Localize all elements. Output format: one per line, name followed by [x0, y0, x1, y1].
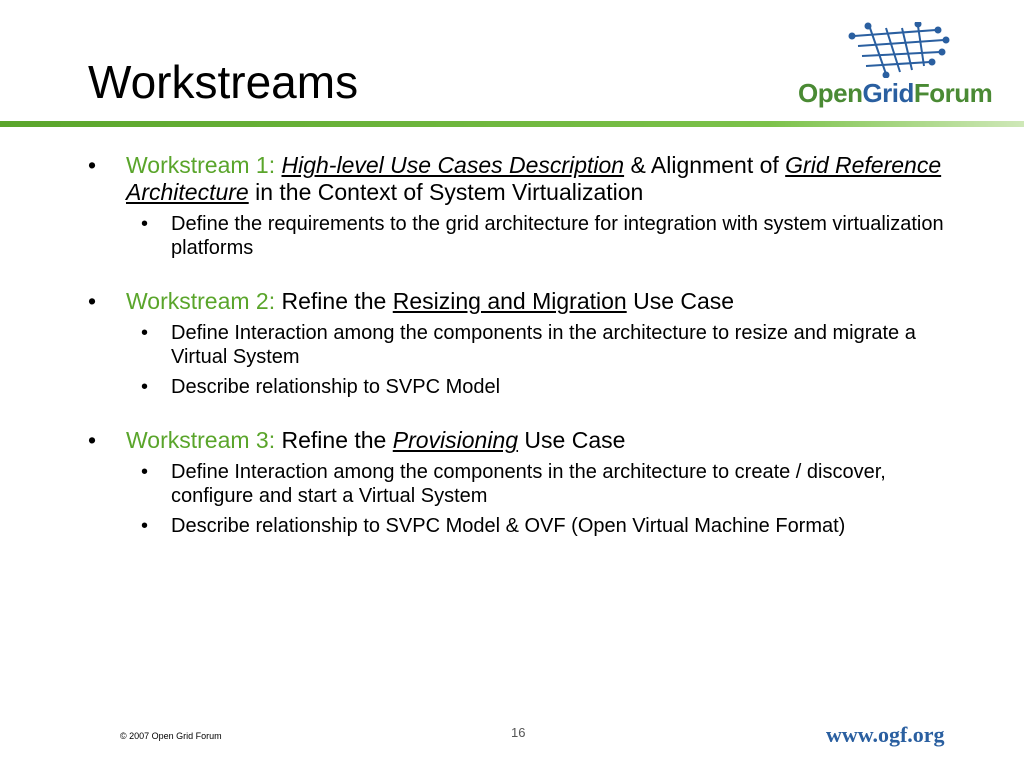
high-level-use-cases-link[interactable]: High-level Use Cases Description	[281, 152, 625, 178]
header-rule	[0, 121, 1024, 127]
grid-network-icon	[840, 22, 960, 78]
sub-bullet: • Define Interaction among the components in the architecture to resize and migrate a Virtual System	[141, 322, 916, 368]
sub-bullet: • Define the requirements to the grid architecture for integration with system virtualization platforms	[141, 213, 944, 259]
workstream-label: Workstream 3:	[126, 427, 276, 453]
bullet-glyph: •	[88, 427, 97, 453]
sub-bullet: • Define Interaction among the components in the architecture to create / discover, configure and start a Virtual System	[141, 461, 886, 507]
sub-bullet: • Describe relationship to SVPC Model	[141, 376, 501, 398]
footer-url: www.ogf.org	[826, 722, 945, 747]
workstream-1-bullet: • Workstream 1: High-level Use Cases Description & Alignment of Grid Reference Architecture in the Context of System Virtualization	[88, 152, 942, 205]
provisioning-link[interactable]: Provisioning	[392, 427, 519, 453]
bullet-glyph: •	[141, 515, 149, 537]
slide-body	[88, 152, 968, 538]
grid-reference-architecture-link[interactable]: Grid Reference Architecture	[126, 152, 942, 205]
logo-wordmark: OpenGridForum	[798, 78, 993, 108]
workstream-2-bullet: • Workstream 2: Refine the Resizing and Migration Use Case	[88, 288, 735, 314]
workstream-label: Workstream 1:	[126, 152, 276, 178]
resizing-migration-link[interactable]: Resizing and Migration	[392, 288, 627, 314]
slide-title: Workstreams	[88, 56, 359, 108]
bullet-glyph: •	[141, 461, 149, 483]
ogf-logo	[790, 22, 993, 112]
bullet-glyph: •	[141, 322, 149, 344]
sub-bullet: • Describe relationship to SVPC Model & OVF (Open Virtual Machine Format)	[141, 515, 846, 537]
bullet-glyph: •	[88, 288, 97, 314]
workstream-3-bullet: • Workstream 3: Refine the Provisioning Use Case	[88, 427, 626, 453]
page-number: 16	[511, 725, 526, 740]
bullet-glyph: •	[141, 376, 149, 398]
copyright-text: © 2007 Open Grid Forum	[120, 731, 222, 741]
bullet-glyph: •	[141, 213, 149, 235]
workstream-label: Workstream 2:	[126, 288, 276, 314]
bullet-glyph: •	[88, 152, 97, 178]
